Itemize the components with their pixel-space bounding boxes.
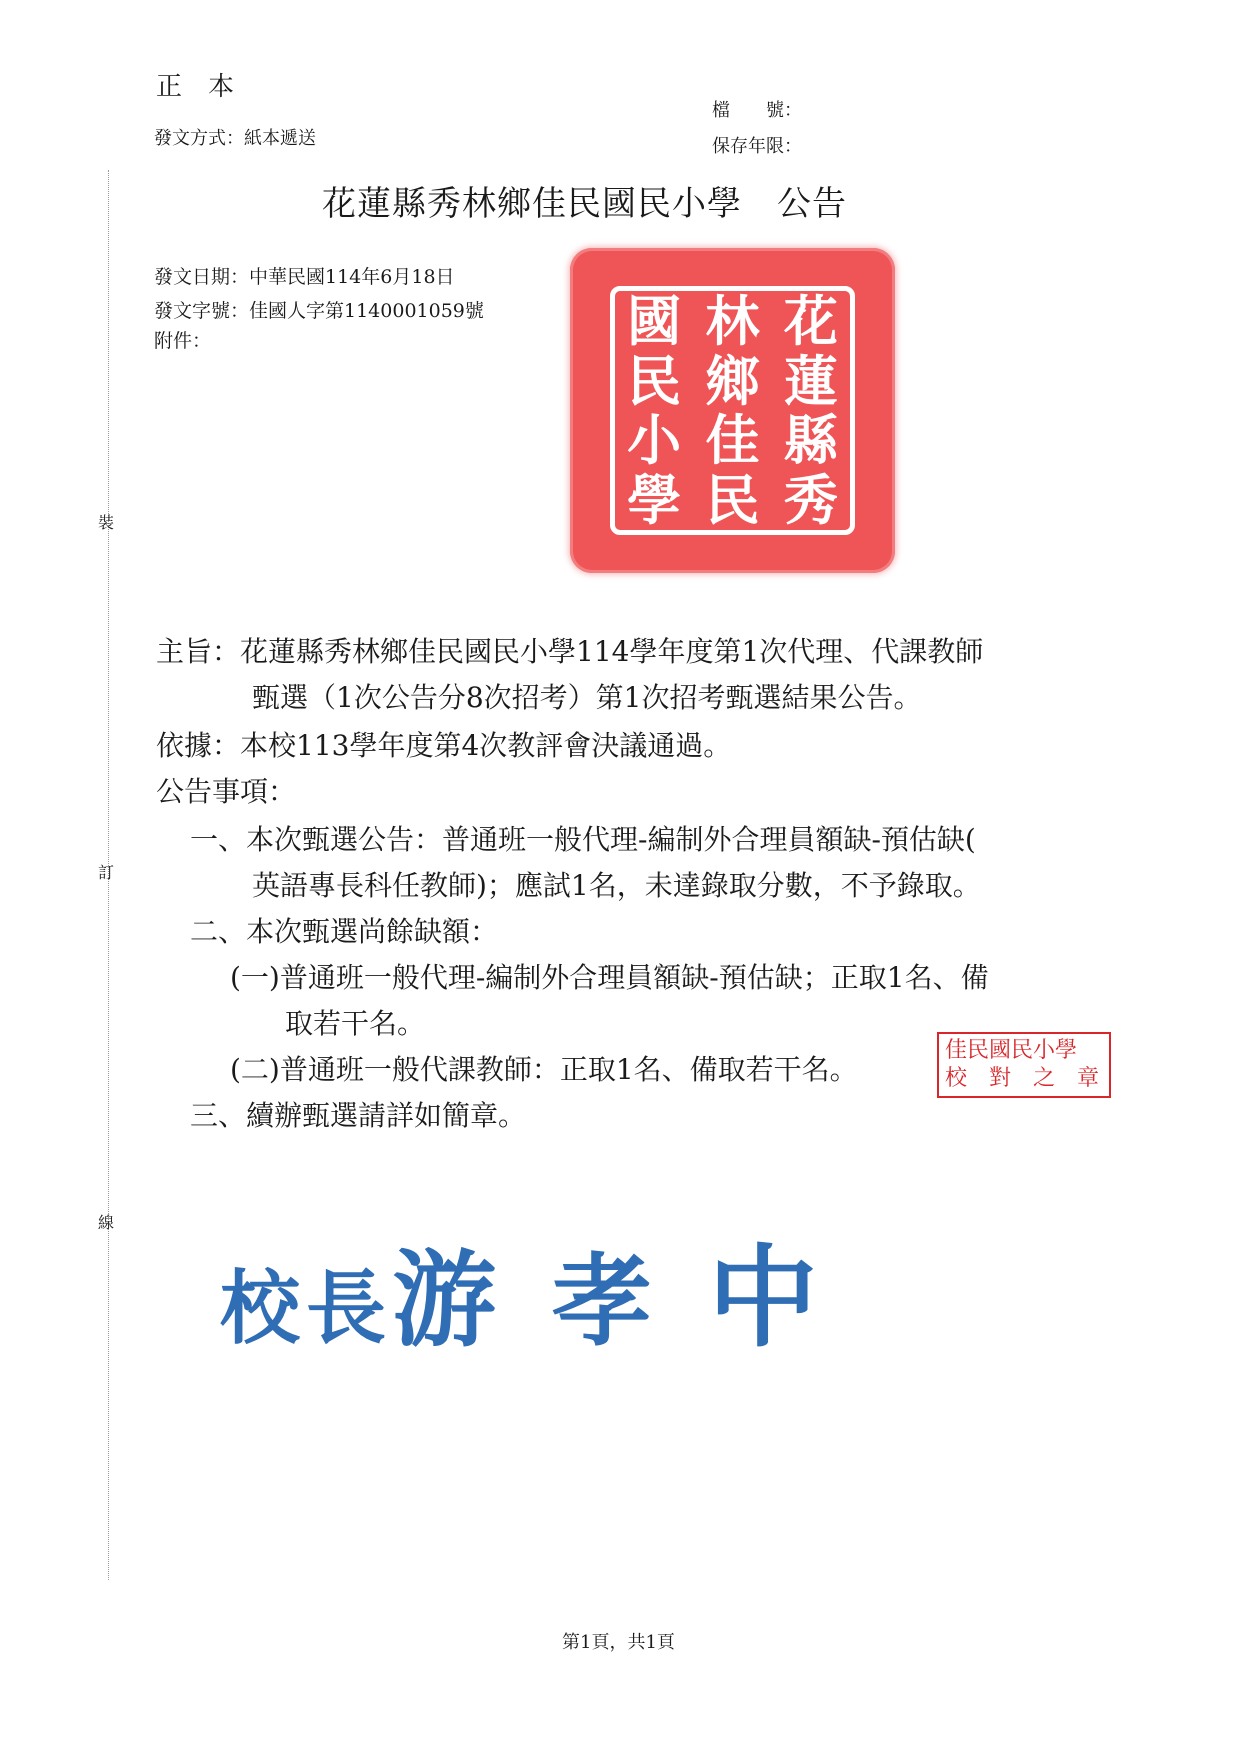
- seal-char: 鄉: [705, 348, 760, 413]
- seal-char: 國: [627, 288, 682, 353]
- seal-char: 花: [783, 288, 838, 353]
- items-heading: 公告事項：: [156, 775, 297, 808]
- doc-number: 發文字號：佳國人字第1140001059號: [154, 300, 484, 322]
- item-3: 三、續辦甄選請詳如簡章。: [190, 1099, 527, 1132]
- item-1-line-2: 英語專長科任教師)；應試1名，未達錄取分數，不予錄取。: [252, 869, 981, 902]
- binding-mark-xian: 線: [98, 1213, 115, 1232]
- page-number: 第1頁，共1頁: [562, 1632, 675, 1653]
- seal-char: 民: [705, 468, 760, 533]
- binding-mark-zhuang: 裝: [98, 513, 115, 532]
- seal-column-3: [627, 288, 682, 533]
- signature-name-char: 孝: [552, 1242, 659, 1360]
- principal-signature-stamp: [220, 1210, 824, 1368]
- item-2-heading: 二、本次甄選尚餘缺額：: [190, 915, 499, 948]
- seal-char: 學: [627, 468, 682, 533]
- seal-char: 小: [627, 408, 682, 473]
- binding-mark-ding: 訂: [98, 863, 115, 882]
- file-number-label: 檔 號：: [712, 100, 802, 121]
- seal-char: 縣: [783, 408, 838, 473]
- document-title: 花蓮縣秀林鄉佳民國民小學 公告: [322, 184, 847, 224]
- seal-char: 民: [627, 348, 682, 413]
- issue-date: 發文日期：中華民國114年6月18日: [154, 266, 455, 288]
- proof-stamp-line-1: 佳民國民小學: [945, 1038, 1078, 1063]
- item-2-sub-1-line-2: 取若干名。: [285, 1007, 426, 1040]
- signature-name-char: 中: [708, 1233, 825, 1362]
- signature-title: 校長: [220, 1261, 392, 1355]
- subject-line-1: 主旨：花蓮縣秀林鄉佳民國民小學114學年度第1次代理、代課教師: [156, 635, 984, 668]
- official-school-seal: [570, 248, 895, 573]
- basis: 依據：本校113學年度第4次教評會決議通過。: [156, 729, 732, 762]
- item-1-line-1: 一、本次甄選公告：普通班一般代理-編制外合理員額缺-預估缺(: [190, 823, 976, 856]
- delivery-method: 發文方式：紙本遞送: [154, 128, 316, 149]
- copy-label: 正 本: [156, 72, 235, 102]
- subject-line-2: 甄選（1次公告分8次招考）第1次招考甄選結果公告。: [252, 681, 922, 714]
- item-2-sub-2: (二)普通班一般代課教師：正取1名、備取若干名。: [230, 1053, 858, 1086]
- retention-label: 保存年限：: [712, 136, 802, 157]
- seal-column-1: [783, 288, 838, 533]
- proofreading-stamp: [937, 1032, 1111, 1098]
- proof-stamp-line-2: 校 對 之 章: [945, 1066, 1100, 1091]
- seal-char: 林: [705, 288, 760, 353]
- seal-char: 秀: [783, 468, 838, 533]
- seal-char: 佳: [705, 408, 760, 473]
- signature-name-char: 游: [392, 1238, 503, 1361]
- seal-frame: [610, 286, 855, 535]
- seal-char: 蓮: [783, 348, 838, 413]
- attachment-label: 附件：: [154, 330, 212, 352]
- item-2-sub-1-line-1: (一)普通班一般代理-編制外合理員額缺-預估缺；正取1名、備: [230, 961, 989, 994]
- seal-column-2: [705, 288, 760, 533]
